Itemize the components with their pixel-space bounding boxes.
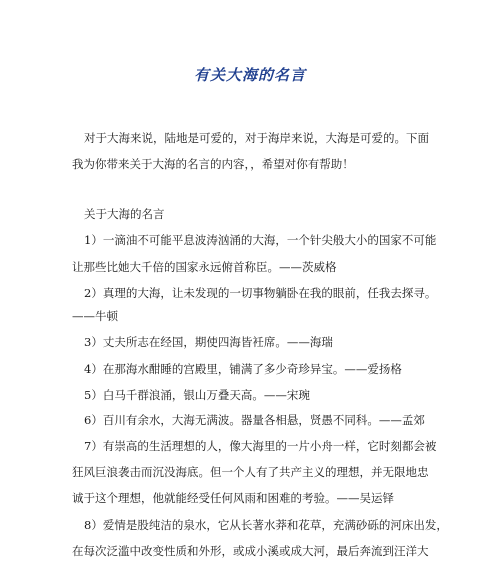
quote-line: 5）白马千群浪涌，银山万叠天高。——宋琬	[84, 388, 310, 402]
quote-line: 7）有崇高的生活理想的人，像大海里的一片小舟一样，它时刻都会被	[84, 439, 437, 453]
document-title: 有关大海的名言	[193, 66, 306, 84]
intro-line-2: 我为你带来关于大海的名言的内容，，希望对你有帮助！	[72, 157, 354, 171]
quote-line: 1）一滴油不可能平息波涛汹涌的大海，一个针尖般大小的国家不可能	[84, 233, 437, 247]
intro-line-1: 对于大海来说，陆地是可爱的，对于海岸来说，大海是可爱的。下面	[84, 131, 429, 145]
quote-line: 3）丈夫所志在经国，期使四海皆衽席。——海瑞	[84, 335, 333, 349]
quote-line: 诚于这个理想，他就能经受任何风雨和困难的考验。——吴运铎	[72, 491, 394, 505]
quote-line: 狂风巨浪袭击而沉没海底。但一个人有了共产主义的理想，并无限地忠	[72, 465, 429, 479]
quote-line: 在每次泛滥中改变性质和外形，或成小溪或成大河，最后奔流到汪洋大	[72, 544, 429, 558]
quote-line: 8）爱情是股纯洁的泉水，它从长著水莽和花草，充满砂砾的河床出发，	[84, 518, 448, 532]
quote-line: ——牛顿	[72, 309, 118, 323]
section-heading: 关于大海的名言	[84, 207, 165, 221]
quote-line: 2）真理的大海，让未发现的一切事物躺卧在我的眼前，任我去探寻。	[84, 286, 437, 300]
quote-line: 6）百川有余水，大海无满波。器量各相悬，贤愚不同科。——孟郊	[84, 413, 425, 427]
quote-line: 4）在那海水酣睡的宫殿里，铺满了多少奇珍异宝。——爱扬格	[84, 362, 402, 376]
quote-line: 让那些比她大千倍的国家永远俯首称臣。——茨威格	[72, 260, 337, 274]
